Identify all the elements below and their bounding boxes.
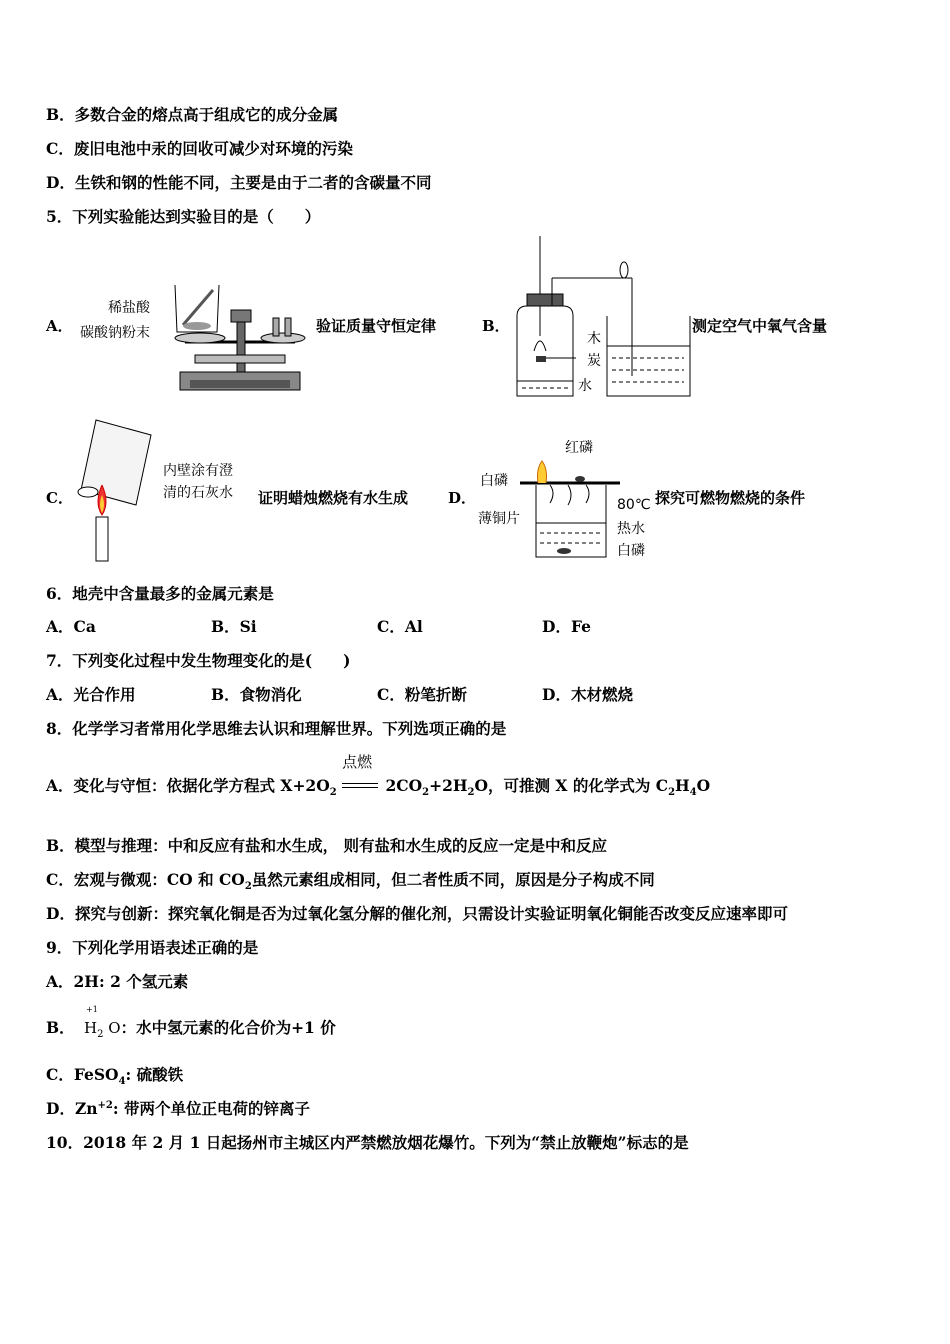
q5-a-label-powder: 碳酸钠粉末: [80, 325, 150, 341]
q8-c-prefix: C．宏观与微观：CO 和 CO: [46, 870, 245, 889]
q5-b-label-water: 水: [578, 378, 592, 394]
q5-d-label-hot-water: 热水: [617, 521, 645, 537]
q8-a-prefix: A．变化与守恒：依据化学方程式 X+2O: [46, 776, 330, 795]
q6-option-d: D．Fe: [542, 617, 591, 636]
q5-a-letter: A．: [46, 317, 73, 335]
q5-stem: 5．下列实验能达到实验目的是（ ）: [46, 207, 321, 226]
q5-d-label-white-p: 白磷: [480, 473, 508, 489]
q5-d-desc: 探究可燃物燃烧的条件: [655, 489, 806, 507]
q5-b-desc: 测定空气中氧气含量: [692, 317, 828, 335]
phosphorus-diagram: [520, 455, 620, 560]
q8-option-a: A．变化与守恒：依据化学方程式 $X+2O_2$ 点燃 $2CO_2+2H_2O$，可推测 X 的化学式为 $C_2H_4O$: [46, 753, 711, 799]
q9-d-prefix: D．Zn: [46, 1099, 98, 1118]
q7-option-a: A．光合作用: [46, 685, 136, 704]
q9-b-formula: +1 $H_2$ O: [84, 1005, 121, 1040]
balance-diagram: [165, 280, 315, 400]
q4-option-d: D．生铁和钢的性能不同，主要是由于二者的含碳量不同: [46, 173, 432, 192]
q6-option-a: A．Ca: [46, 617, 96, 636]
q9-d-suffix: : 带两个单位正电荷的锌离子: [112, 1099, 310, 1118]
q5-a-desc: 验证质量守恒定律: [316, 317, 437, 335]
q8-option-d: D．探究与创新：探究氧化铜是否为过氧化氢分解的催化剂，只需设计实验证明氧化铜能否改变反应速率即可: [46, 904, 788, 923]
q9-d-charge: +2: [97, 1099, 113, 1111]
q7-option-c: C．粉笔折断: [377, 685, 467, 704]
q5-c-label-line1: 内壁涂有澄: [163, 463, 233, 479]
candle-diagram: [66, 415, 161, 563]
q9-b-charge: +1: [86, 1005, 98, 1014]
q8-option-b: B．模型与推理：中和反应有盐和水生成， 则有盐和水生成的反应一定是中和反应: [46, 836, 607, 855]
q8-c-suffix: 虽然元素组成相同，但二者性质不同，原因是分子构成不同: [251, 870, 655, 889]
q6-option-c: C．Al: [377, 617, 423, 636]
oxygen-apparatus-diagram: [512, 236, 692, 401]
q9-c-prefix: C．FeSO: [46, 1065, 119, 1084]
q7-option-d: D．木材燃烧: [542, 685, 633, 704]
q5-c-desc: 证明蜡烛燃烧有水生成: [258, 489, 409, 507]
q5-a-label-acid: 稀盐酸: [108, 300, 150, 316]
q7-stem: 7．下列变化过程中发生物理变化的是( ): [46, 651, 351, 670]
q8-a-arrow: [342, 753, 380, 793]
q9-option-d: [46, 1097, 310, 1119]
q9-option-c: C．FeSO$_4$: 硫酸铁: [46, 1065, 184, 1088]
q5-c-letter: C．: [46, 489, 73, 507]
q9-option-a: A．2H: 2 个氢元素: [46, 972, 189, 991]
q8-a-suffix: ，可推测 X 的化学式为 C: [488, 776, 669, 795]
q4-option-c: C．废旧电池中汞的回收可减少对环境的污染: [46, 139, 353, 158]
q5-c-label-line2: 清的石灰水: [163, 485, 233, 501]
q9-b-text: ：水中氢元素的化合价为+1 价: [120, 1018, 336, 1037]
q5-d-letter: D．: [448, 489, 477, 507]
q8-a-condition: 点燃: [342, 753, 373, 771]
q4-option-b: B．多数合金的熔点高于组成它的成分金属: [46, 105, 339, 124]
q9-b-letter: B．: [46, 1018, 75, 1037]
q9-stem: 9．下列化学用语表述正确的是: [46, 938, 259, 957]
q5-d-label-temp: 80℃: [617, 497, 651, 513]
q8-option-c: C．宏观与微观：CO 和 $CO_2$虽然元素组成相同，但二者性质不同，原因是分子构成不同: [46, 870, 655, 893]
q6-option-b: B．Si: [211, 617, 257, 636]
q10-stem: 10．2018 年 2 月 1 日起扬州市主城区内严禁燃放烟花爆竹。下列为“禁止放鞭炮”标志的是: [46, 1133, 689, 1152]
q5-b-label-char2: 炭: [587, 353, 601, 369]
q8-stem: 8．化学学习者常用化学思维去认识和理解世界。下列选项正确的是: [46, 719, 507, 738]
q5-d-label-red-p: 红磷: [565, 440, 593, 456]
q6-stem: 6．地壳中含量最多的金属元素是: [46, 584, 274, 603]
q9-c-suffix: : 硫酸铁: [125, 1065, 184, 1084]
q5-d-label-copper: 薄铜片: [478, 511, 520, 527]
q5-b-label-char1: 木: [587, 331, 601, 347]
q5-d-label-white-p-bottom: 白磷: [617, 543, 645, 559]
q5-b-letter: B．: [482, 317, 510, 335]
q7-option-b: B．食物消化: [211, 685, 302, 704]
q9-option-b: [46, 1005, 336, 1040]
